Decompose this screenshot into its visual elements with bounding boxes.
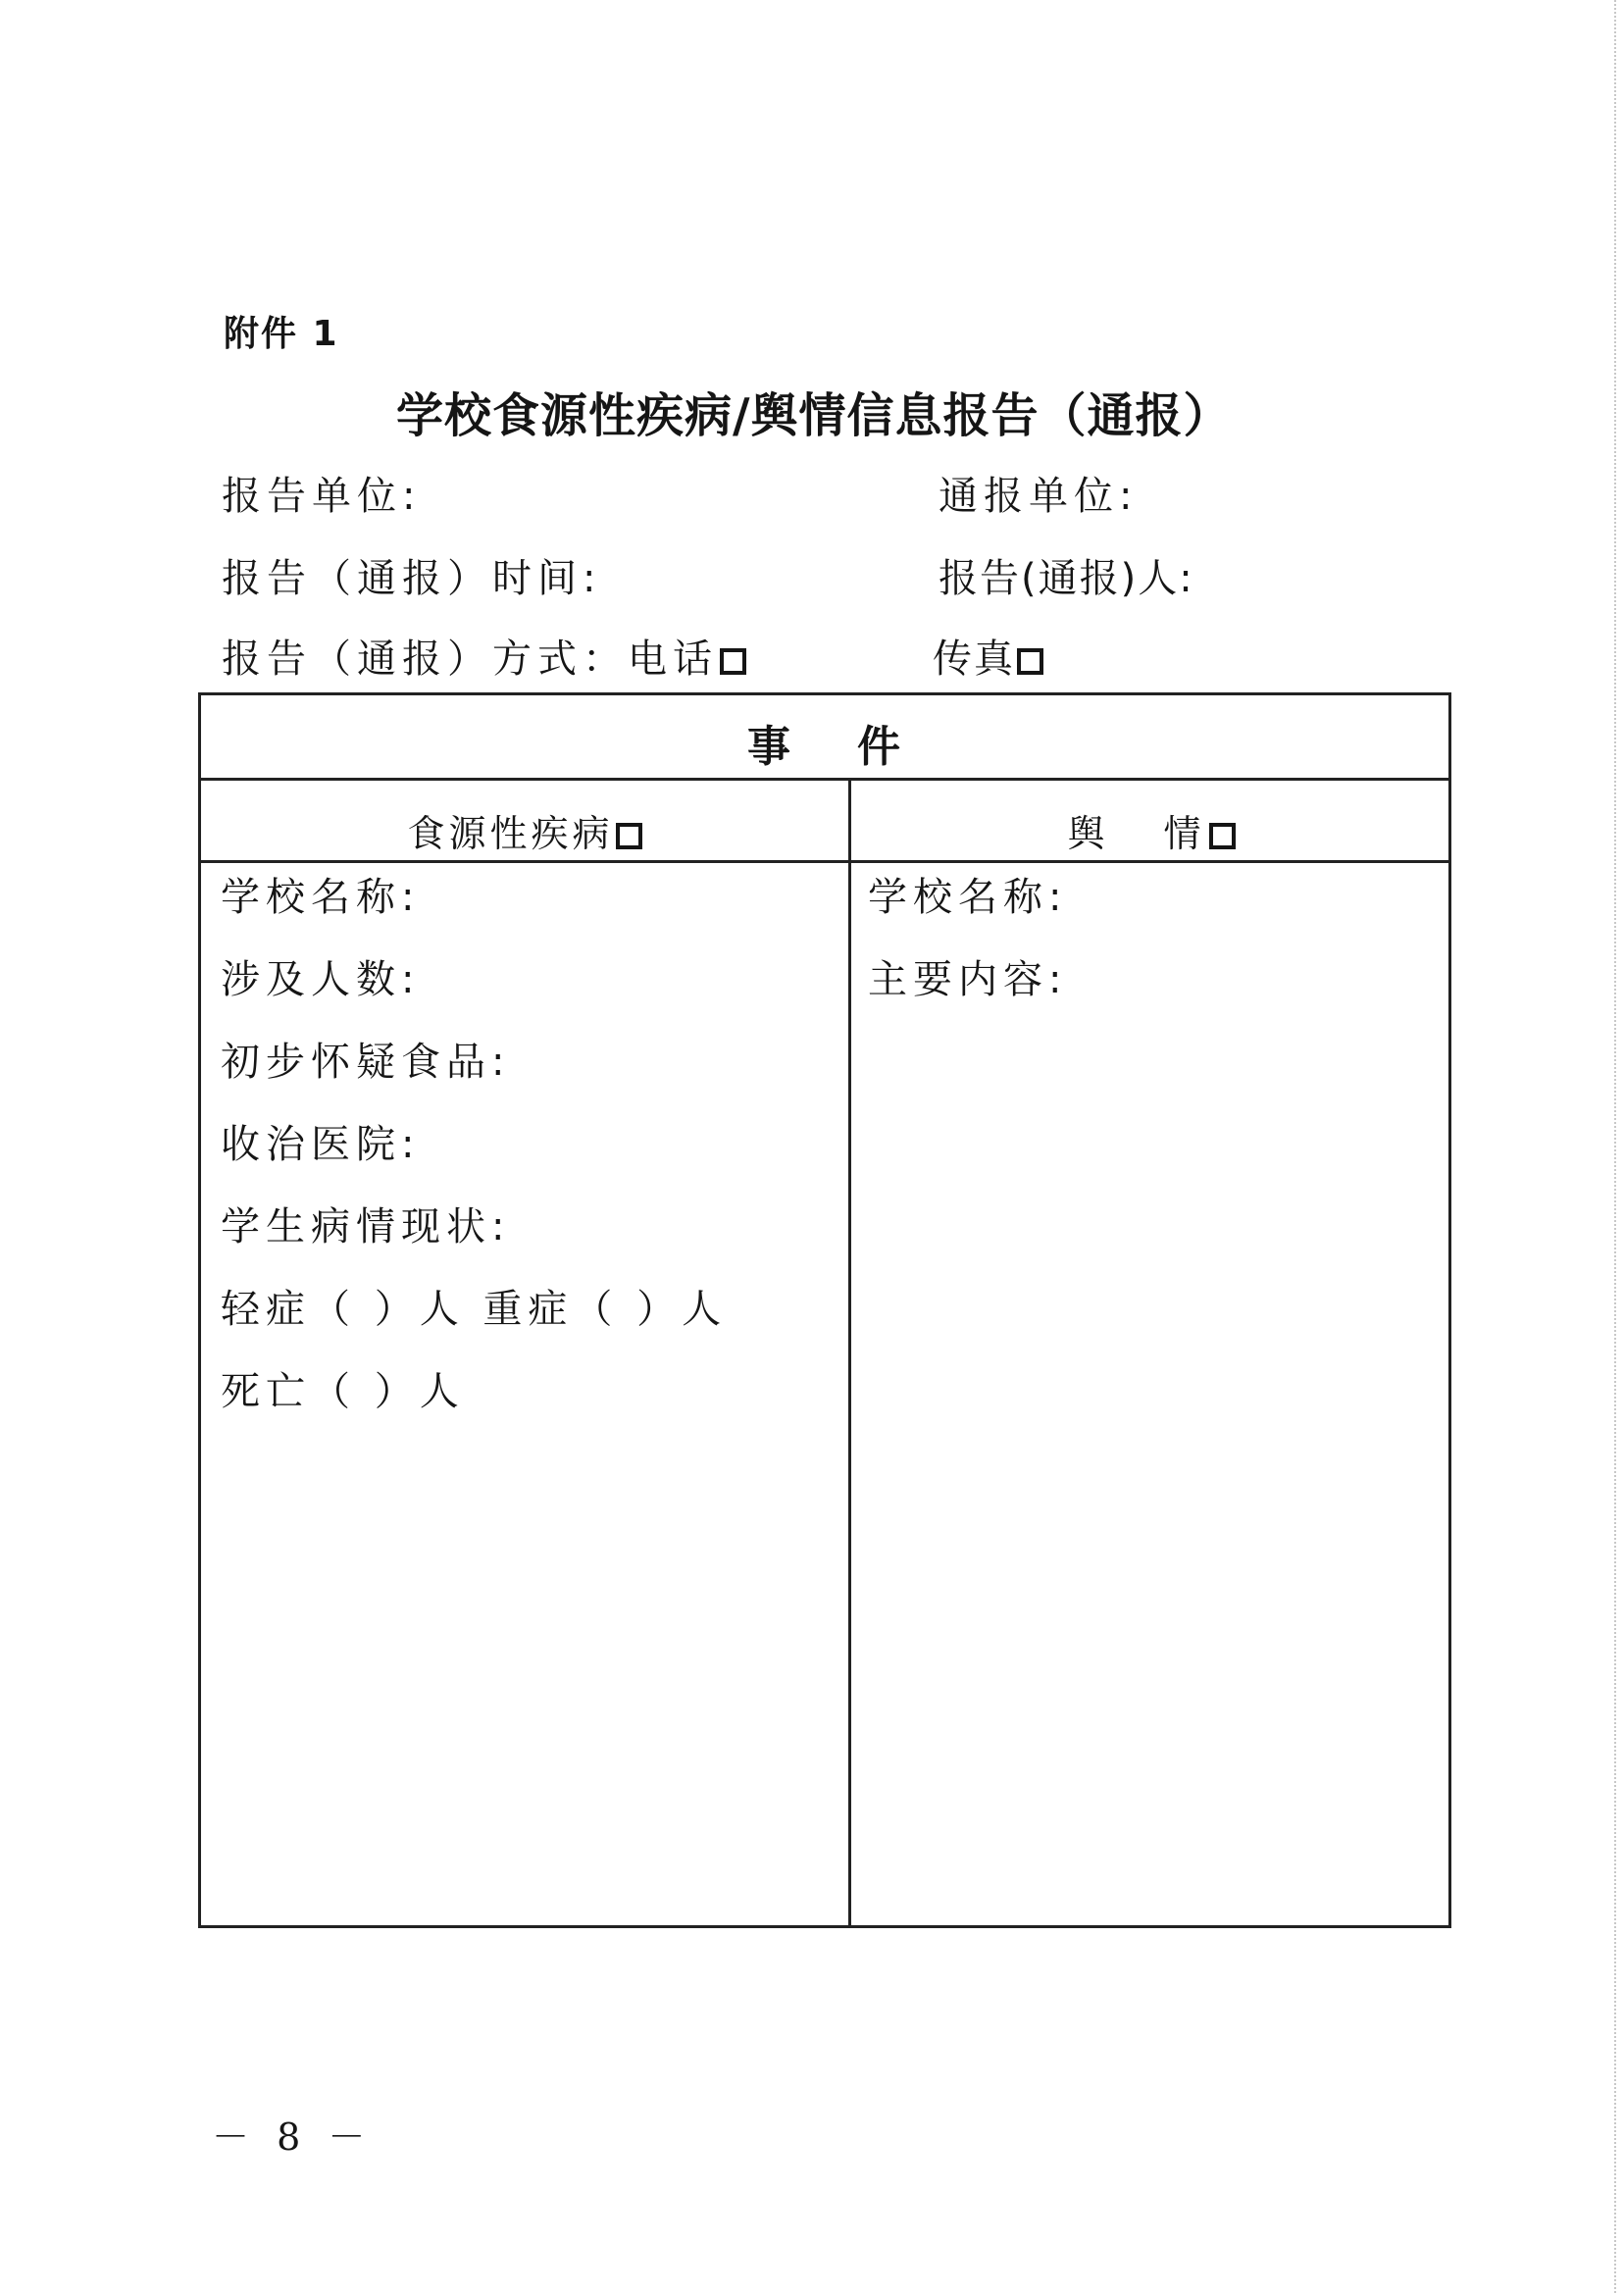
table-divider bbox=[201, 778, 1448, 781]
opinion-column-header bbox=[851, 803, 1451, 857]
list-item[interactable]: 轻症（ ）人 重症（ ）人 bbox=[221, 1287, 728, 1332]
phone-checkbox[interactable] bbox=[720, 648, 746, 675]
opinion-fields bbox=[868, 874, 1067, 1039]
report-method-label: 报告（通报）方式：电话 bbox=[222, 637, 718, 682]
list-item[interactable]: 死亡（ ）人 bbox=[221, 1369, 465, 1414]
list-item[interactable]: 初步怀疑食品: bbox=[221, 1040, 511, 1085]
list-item[interactable]: 涉及人数: bbox=[221, 957, 421, 1002]
foodborne-checkbox[interactable] bbox=[616, 823, 642, 849]
reporter-label: 报告(通报)人: bbox=[939, 556, 1194, 601]
event-header bbox=[201, 711, 1448, 774]
table-divider bbox=[201, 860, 1448, 863]
report-time-label: 报告（通报）时间: bbox=[222, 556, 602, 601]
event-header-char-1: 事 bbox=[747, 722, 792, 772]
fax-checkbox[interactable] bbox=[1017, 648, 1043, 675]
fax-label: 传真 bbox=[933, 637, 1015, 682]
list-item[interactable]: 学校名称: bbox=[868, 875, 1068, 920]
event-header-char-2: 件 bbox=[857, 722, 902, 772]
report-unit-label: 报告单位: bbox=[222, 474, 422, 519]
fax-option bbox=[933, 636, 1043, 683]
list-item[interactable]: 收治医院: bbox=[221, 1122, 421, 1167]
list-item[interactable]: 学生病情现状: bbox=[221, 1204, 511, 1249]
attachment-label: 附件 1 bbox=[224, 314, 339, 354]
page-number: － 8 － bbox=[212, 2115, 374, 2159]
foodborne-column-header bbox=[201, 803, 848, 857]
scan-edge-line bbox=[1614, 0, 1616, 2293]
notify-unit-label: 通报单位: bbox=[939, 474, 1139, 519]
opinion-label: 舆 情 bbox=[1067, 812, 1225, 855]
foodborne-fields bbox=[221, 874, 727, 1451]
document-title: 学校食源性疾病/舆情信息报告（通报） bbox=[396, 388, 1232, 443]
list-item[interactable]: 学校名称: bbox=[221, 875, 421, 920]
list-item[interactable]: 主要内容: bbox=[868, 957, 1068, 1002]
report-method bbox=[222, 636, 746, 683]
column-divider bbox=[848, 778, 851, 1925]
event-table bbox=[198, 692, 1451, 1928]
foodborne-label: 食源性疾病 bbox=[407, 812, 614, 855]
opinion-checkbox[interactable] bbox=[1209, 823, 1236, 849]
